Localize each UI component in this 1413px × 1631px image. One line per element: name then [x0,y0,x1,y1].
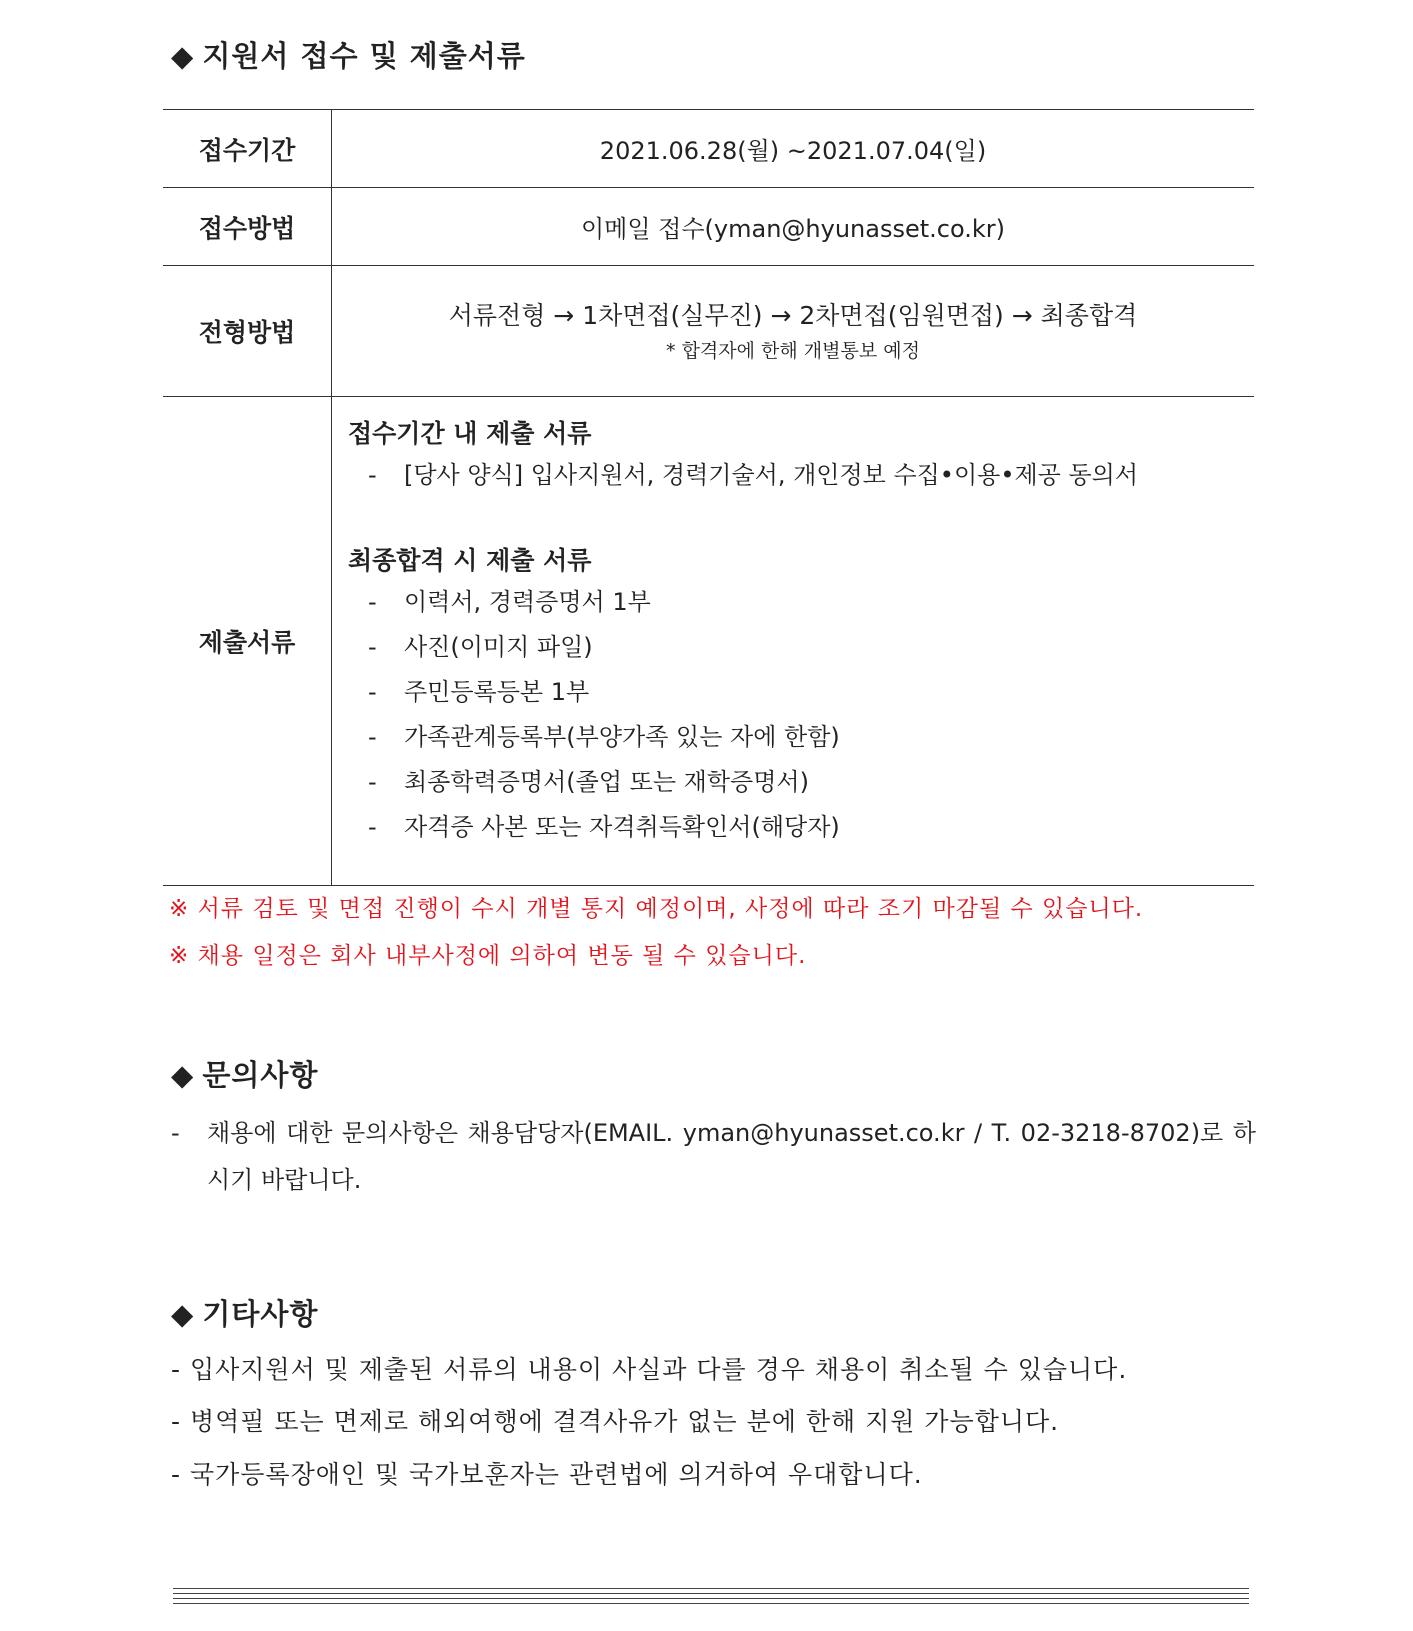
list-item: - 주민등록등본 1부 [368,678,590,706]
schedule-note-red: ※ 서류 검토 및 면접 진행이 수시 개별 통지 예정이며, 사정에 따라 조기 마감될 수 있습니다. [169,896,1144,922]
period-label: 접수기간 [163,110,332,188]
list-item: - 입사지원서 및 제출된 서류의 내용이 사실과 다를 경우 채용이 취소될 수 있습니다. [171,1355,1128,1384]
section-heading-inquiry [171,1053,318,1094]
list-item: - 이력서, 경력증명서 1부 [368,588,651,616]
section-heading-application [171,34,526,75]
documents-label: 제출서류 [163,397,332,886]
diamond-bullet-icon: ◆ [171,39,195,73]
inquiry-text: 채용에 대한 문의사항은 채용담당자(EMAIL. yman@hyunasset.co.kr / T. 02-3218-8702)로 하시기 바랍니다. [207,1119,1256,1194]
footer-divider [173,1593,1249,1594]
section-title: 지원서 접수 및 제출서류 [202,39,526,73]
footer-divider [173,1603,1249,1604]
selection-label: 전형방법 [163,266,332,397]
diamond-bullet-icon: ◆ [171,1058,195,1092]
list-item: - [당사 양식] 입사지원서, 경력기술서, 개인정보 수집•이용•제공 동의서 [368,461,1139,489]
section-title: 기타사항 [202,1297,319,1331]
list-item: - 가족관계등록부(부양가족 있는 자에 한함) [368,723,840,751]
method-label: 접수방법 [163,188,332,266]
list-item: - 최종학력증명서(졸업 또는 재학증명서) [368,768,809,796]
table-row-selection [163,266,1254,397]
section-title: 문의사항 [202,1058,319,1092]
table-row-documents [163,397,1254,886]
selection-note: * 합격자에 한해 개별통보 예정 [666,340,920,362]
table-row-period [163,110,1254,188]
application-info-table [163,109,1254,886]
during-docs-title: 접수기간 내 제출 서류 [348,419,592,448]
section-heading-etc [171,1292,318,1333]
table-row-method [163,188,1254,266]
documents-value [332,397,1255,886]
diamond-bullet-icon: ◆ [171,1297,195,1331]
period-value: 2021.06.28(월) ~2021.07.04(일) [332,110,1255,188]
inquiry-paragraph [171,1110,1256,1204]
list-item: - 국가등록장애인 및 국가보훈자는 관련법에 의거하여 우대합니다. [171,1460,923,1489]
final-docs-title: 최종합격 시 제출 서류 [348,546,592,575]
footer-divider [173,1598,1249,1599]
method-value: 이메일 접수(yman@hyunasset.co.kr) [332,188,1255,266]
list-item: - 병역필 또는 면제로 해외여행에 결격사유가 없는 분에 한해 지원 가능합니다. [171,1407,1060,1436]
footer-divider [173,1588,1249,1589]
list-item: - 사진(이미지 파일) [368,633,593,661]
selection-steps: 서류전형 → 1차면접(실무진) → 2차면접(임원면접) → 최종합격 [448,301,1138,330]
list-item: - 자격증 사본 또는 자격취득확인서(해당자) [368,813,840,841]
dash-bullet: - [171,1119,180,1147]
schedule-note-red: ※ 채용 일정은 회사 내부사정에 의하여 변동 될 수 있습니다. [169,943,807,969]
selection-value [332,266,1255,397]
